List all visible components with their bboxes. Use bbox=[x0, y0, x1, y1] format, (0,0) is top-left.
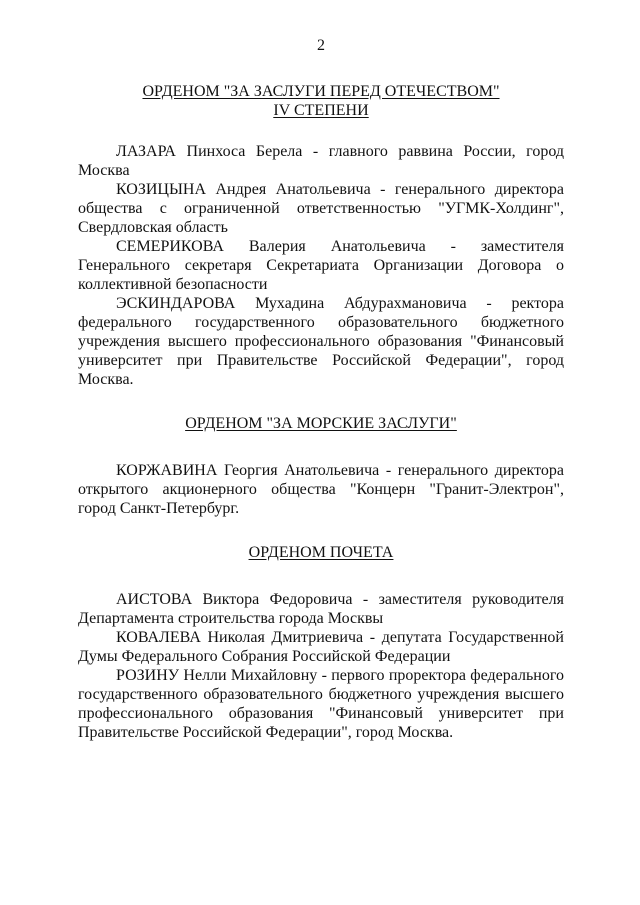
page-number: 2 bbox=[317, 37, 325, 54]
document-body bbox=[78, 82, 564, 742]
award-section-naval-merit bbox=[78, 414, 564, 518]
document-page bbox=[78, 0, 564, 905]
award-section-fatherland-iv bbox=[78, 82, 564, 389]
award-recipient-entry: СЕМЕРИКОВА Валерия Анатольевича - заместителя Генерального секретаря Секретариата Организации Договора о коллективной безопасности bbox=[78, 238, 564, 293]
section-heading-line: ОРДЕНОМ "ЗА МОРСКИЕ ЗАСЛУГИ" bbox=[185, 415, 457, 432]
award-recipient-entry: КОЗИЦЫНА Андрея Анатольевича - генерального директора общества с ограниченной ответственностью "УГМК-Холдинг", Свердловская область bbox=[78, 181, 564, 236]
section-heading bbox=[78, 543, 564, 562]
award-recipient-entry: ЛАЗАРА Пинхоса Берела - главного раввина России, город Москва bbox=[78, 143, 564, 179]
section-heading bbox=[78, 82, 564, 120]
award-recipient-entry: АИСТОВА Виктора Федоровича - заместителя руководителя Департамента строительства города Москвы bbox=[78, 591, 564, 627]
award-recipient-entry: ЭСКИНДАРОВА Мухадина Абдурахмановича - ректора федерального государственного образовательного бюджетного учреждения высшего профессионального образования "Финансовый университет при Правительстве Российской Федерации", город Москва. bbox=[78, 295, 564, 388]
award-recipient-entry: РОЗИНУ Нелли Михайловну - первого проректора федерального государственного образовательного бюджетного учреждения высшего профессионального образования "Финансовый университет при Правительстве Российской Федерации", город Москва. bbox=[78, 667, 564, 741]
section-heading bbox=[78, 414, 564, 433]
award-section-honour bbox=[78, 543, 564, 742]
award-recipient-entry: КОВАЛЕВА Николая Дмитриевича - депутата Государственной Думы Федерального Собрания Российской Федерации bbox=[78, 629, 564, 665]
section-heading-line: ОРДЕНОМ ПОЧЕТА bbox=[248, 544, 394, 561]
award-recipient-entry: КОРЖАВИНА Георгия Анатольевича - генерального директора открытого акционерного общества "Концерн "Гранит-Электрон", город Санкт-Петербург. bbox=[78, 462, 564, 517]
section-heading-line: ОРДЕНОМ "ЗА ЗАСЛУГИ ПЕРЕД ОТЕЧЕСТВОМ" bbox=[142, 83, 500, 100]
section-heading-line: IV СТЕПЕНИ bbox=[273, 102, 369, 119]
